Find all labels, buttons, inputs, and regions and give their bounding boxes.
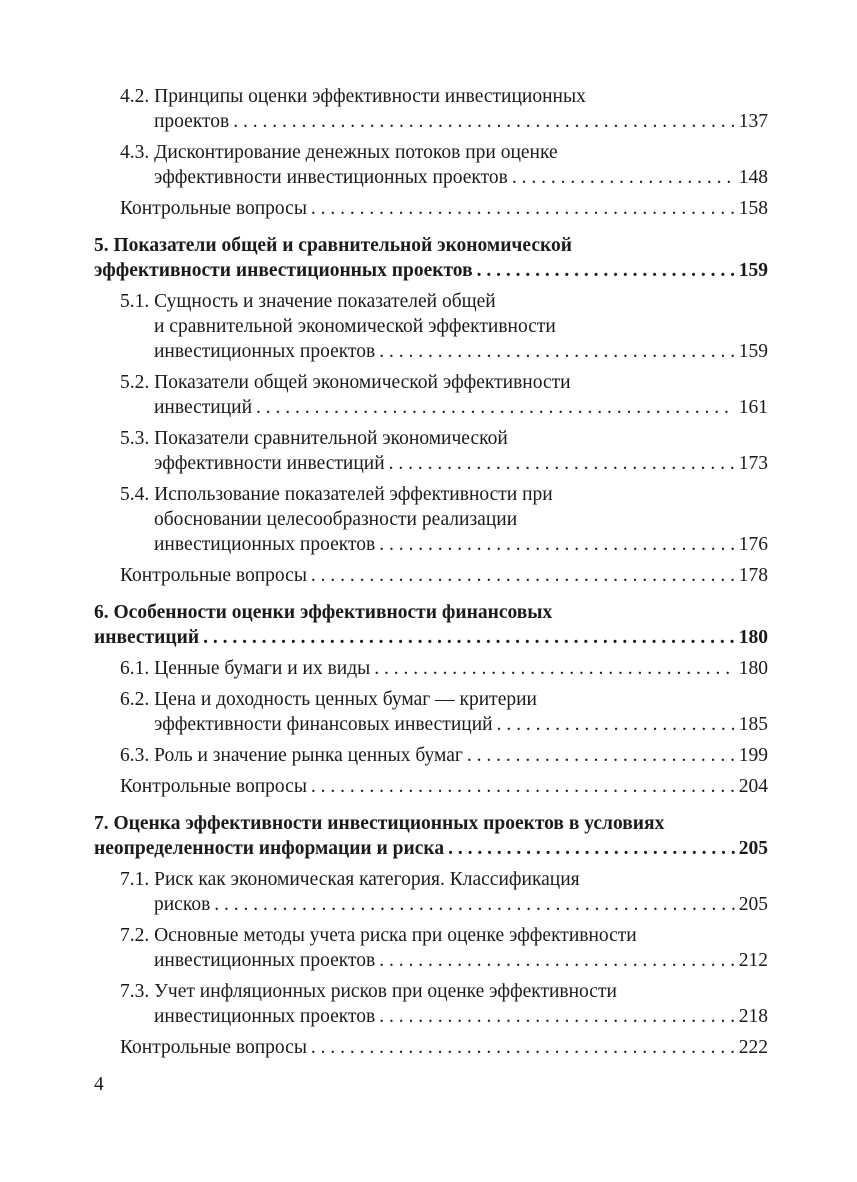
toc-section [94, 140, 768, 190]
toc-line [94, 258, 768, 283]
toc-line: 6.2. Цена и доходность ценных бумаг — критерии [120, 689, 537, 710]
dot-leader [233, 109, 734, 134]
dot-leader [256, 395, 735, 420]
toc-entry-title: проектов [154, 111, 230, 132]
toc-entry-title: эффективности инвестиций [154, 453, 385, 474]
toc-entry-title: Контрольные вопросы [120, 565, 307, 586]
toc-entry-title: инвестиционных проектов [154, 1006, 376, 1027]
toc-line [94, 836, 768, 861]
toc-section [94, 563, 768, 588]
toc-section [94, 979, 768, 1029]
toc-entry-title: рисков [154, 894, 211, 915]
toc-page-number: 176 [738, 534, 768, 555]
toc-line [120, 109, 768, 134]
dot-leader [203, 625, 735, 650]
page-number: 4 [94, 1074, 104, 1095]
table-of-contents [94, 84, 768, 1066]
toc-line: 4.2. Принципы оценки эффективности инвестиционных [120, 86, 586, 107]
dot-leader [311, 563, 735, 588]
toc-section [94, 482, 768, 557]
toc-page-number: 185 [738, 714, 768, 735]
toc-chapter [94, 811, 768, 861]
toc-page-number: 199 [738, 745, 768, 766]
toc-section [94, 656, 768, 681]
dot-leader [467, 743, 735, 768]
toc-entry-title: инвестиционных проектов [154, 950, 376, 971]
dot-leader [379, 339, 735, 364]
dot-leader [311, 1035, 735, 1060]
toc-line: 5.2. Показатели общей экономической эффективности [120, 372, 571, 393]
toc-chapter [94, 233, 768, 283]
toc-page-number: 180 [738, 627, 768, 648]
toc-line [120, 563, 768, 588]
toc-section [94, 426, 768, 476]
toc-entry-title: эффективности инвестиционных проектов [94, 260, 473, 281]
toc-line: 5.4. Использование показателей эффективности при [120, 484, 553, 505]
toc-entry-title: неопределенности информации и риска [94, 838, 445, 859]
toc-page-number: 204 [738, 776, 768, 797]
toc-section [94, 196, 768, 221]
toc-page-number: 180 [738, 658, 768, 679]
dot-leader [374, 656, 735, 681]
toc-line: 5.1. Сущность и значение показателей общей [120, 291, 496, 312]
dot-leader [389, 451, 735, 476]
toc-page-number: 205 [738, 838, 768, 859]
toc-page-number: 158 [738, 198, 768, 219]
toc-entry-title: 6.1. Ценные бумаги и их виды [120, 658, 371, 679]
dot-leader [497, 712, 735, 737]
toc-page-number: 159 [738, 341, 768, 362]
toc-line [120, 1035, 768, 1060]
toc-page-number: 205 [738, 894, 768, 915]
toc-section [94, 289, 768, 364]
toc-line [120, 743, 768, 768]
toc-line: 7. Оценка эффективности инвестиционных проектов в условиях [94, 813, 665, 834]
toc-section [94, 923, 768, 973]
dot-leader [448, 836, 735, 861]
toc-entry-title: инвестиционных проектов [154, 341, 376, 362]
toc-section [94, 687, 768, 737]
toc-line: 5.3. Показатели сравнительной экономической [120, 428, 508, 449]
toc-page-number: 148 [738, 167, 768, 188]
toc-entry-title: Контрольные вопросы [120, 1037, 307, 1058]
dot-leader [311, 196, 735, 221]
toc-page-number: 222 [738, 1037, 768, 1058]
toc-line [120, 395, 768, 420]
toc-page-number: 161 [738, 397, 768, 418]
dot-leader [477, 258, 735, 283]
toc-line: 7.2. Основные методы учета риска при оценке эффективности [120, 925, 637, 946]
toc-line: обосновании целесообразности реализации [154, 509, 518, 530]
toc-entry-title: инвестиционных проектов [154, 534, 376, 555]
toc-entry-title: 6.3. Роль и значение рынка ценных бумаг [120, 745, 463, 766]
toc-entry-title: Контрольные вопросы [120, 198, 307, 219]
toc-line [120, 712, 768, 737]
dot-leader [379, 948, 735, 973]
toc-line [120, 532, 768, 557]
toc-line [120, 948, 768, 973]
toc-line: и сравнительной экономической эффективности [154, 316, 556, 337]
toc-line [120, 1004, 768, 1029]
toc-line [120, 196, 768, 221]
toc-section [94, 370, 768, 420]
toc-line: 4.3. Дисконтирование денежных потоков при оценке [120, 142, 558, 163]
toc-entry-title: инвестиций [94, 627, 200, 648]
toc-page-number: 173 [738, 453, 768, 474]
toc-page-number: 159 [738, 260, 768, 281]
dot-leader [311, 774, 735, 799]
toc-section [94, 84, 768, 134]
toc-section [94, 1035, 768, 1060]
toc-line [120, 165, 768, 190]
toc-line [120, 892, 768, 917]
toc-line [120, 656, 768, 681]
toc-line: 6. Особенности оценки эффективности финансовых [94, 602, 553, 623]
toc-line [120, 774, 768, 799]
toc-entry-title: Контрольные вопросы [120, 776, 307, 797]
toc-section [94, 867, 768, 917]
toc-line: 7.1. Риск как экономическая категория. Классификация [120, 869, 580, 890]
toc-line [94, 625, 768, 650]
dot-leader [379, 1004, 735, 1029]
toc-page-number: 218 [738, 1006, 768, 1027]
toc-page-number: 178 [738, 565, 768, 586]
toc-line [120, 451, 768, 476]
dot-leader [214, 892, 734, 917]
toc-line: 5. Показатели общей и сравнительной экономической [94, 235, 572, 256]
toc-entry-title: эффективности финансовых инвестиций [154, 714, 493, 735]
toc-chapter [94, 600, 768, 650]
toc-entry-title: инвестиций [154, 397, 253, 418]
toc-line [120, 339, 768, 364]
toc-page-number: 212 [738, 950, 768, 971]
toc-entry-title: эффективности инвестиционных проектов [154, 167, 508, 188]
toc-page-number: 137 [738, 111, 768, 132]
toc-section [94, 774, 768, 799]
toc-line: 7.3. Учет инфляционных рисков при оценке эффективности [120, 981, 617, 1002]
dot-leader [512, 165, 735, 190]
toc-section [94, 743, 768, 768]
dot-leader [379, 532, 735, 557]
